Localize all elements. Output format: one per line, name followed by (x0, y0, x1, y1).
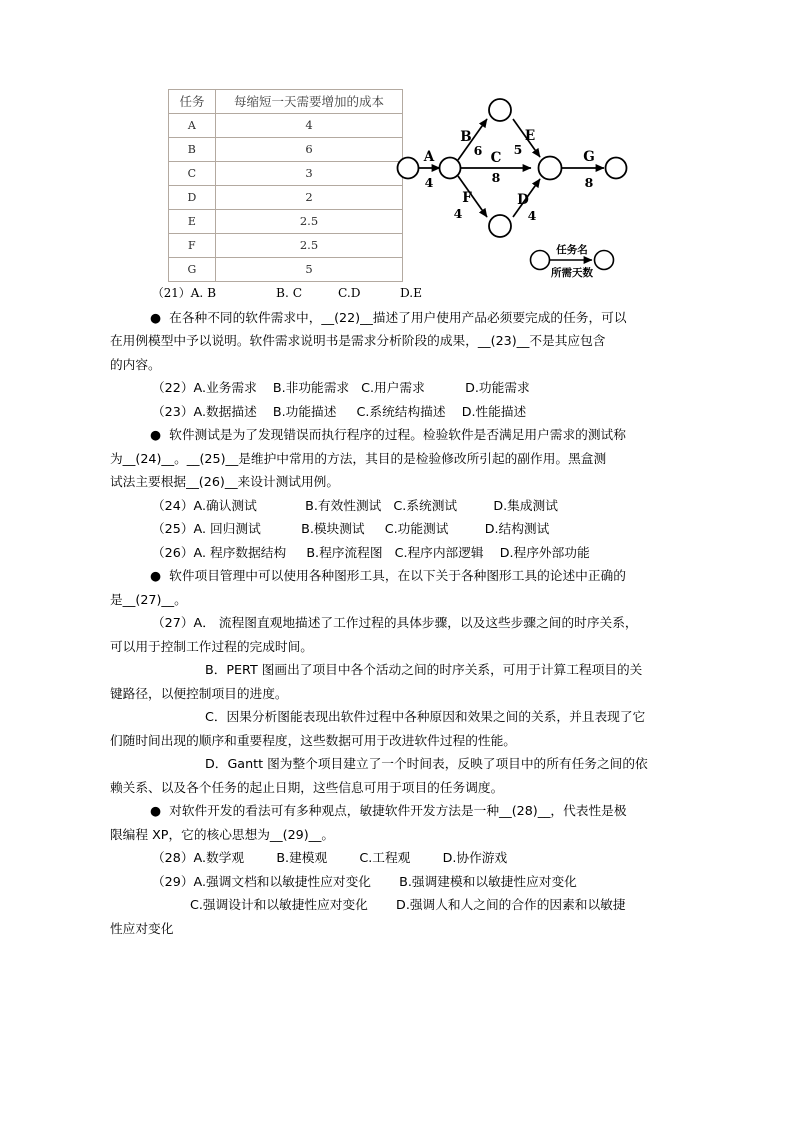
q28-options-line: （28）A.数学观 B.建模观 C.工程观 D.协作游戏 (152, 850, 508, 865)
table-row (169, 234, 403, 258)
q27-option-c-line1: C．因果分析图能表现出软件过程中各种原因和效果之间的关系，并且表现了它 (205, 709, 646, 724)
q22-stem-line1: ● 在各种不同的软件需求中，__(22)__描述了用户使用产品必须要完成的任务，可以 (150, 309, 627, 325)
edge-label-f: D (517, 192, 529, 208)
legend-top-label: 任务名 (556, 244, 588, 256)
q29-options-line1: （29）A.强调文档和以敏捷性应对变化 B.强调建模和以敏捷性应对变化 (152, 873, 577, 889)
cell-task: E (169, 210, 216, 234)
cell-cost: 4 (216, 114, 403, 138)
cell-cost: 2.5 (216, 234, 403, 258)
q25-options-line: （25）A. 回归测试 B.模块测试 C.功能测试 D.结构测试 (152, 521, 550, 536)
cell-cost: 3 (216, 162, 403, 186)
q28-stem-line1: ● 对软件开发的看法可有多种观点，敏捷软件开发方法是一种__(28)__，代表性是极 (150, 803, 627, 818)
figure-area (0, 84, 794, 284)
node-2 (489, 99, 511, 121)
q28-stem-line2: 限编程 XP，它的核心思想为__(29)__。 (110, 826, 335, 842)
cell-task: C (169, 162, 216, 186)
q22-options-line: （22）A.业务需求 B.非功能需求 C.用户需求 D.功能需求 (152, 380, 530, 395)
table-row (169, 138, 403, 162)
q24-stem-line1: ● 软件测试是为了发现错误而执行程序的过程。检验软件是否满足用户需求的测试称 (150, 427, 626, 442)
node-3 (489, 215, 511, 237)
edge-label-d: F (462, 190, 472, 206)
table-row (169, 114, 403, 138)
q27-option-c-line2: 们随时间出现的顺序和重要程度，这些数据可用于改进软件过程的性能。 (110, 732, 516, 748)
q27-stem-line1: ● 软件项目管理中可以使用各种图形工具，在以下关于各种图形工具的论述中正确的 (150, 568, 626, 583)
q27-option-d-line1: D．Gantt 图为整个项目建立了一个时间表，反映了项目中的所有任务之间的依 (205, 756, 648, 771)
edge-days-b: 6 (473, 143, 483, 158)
q27-option-a-line1: （27）A． 流程图直观地描述了工作过程的具体步骤，以及这些步骤之间的时序关系， (152, 615, 638, 630)
edge-days-e: 5 (513, 142, 523, 157)
q24-stem-line2: 为__(24)__。__(25)__是维护中常用的方法，其目的是检验修改所引起的副作用。黑盒测 (110, 450, 607, 466)
q27-option-b-line2: 键路径，以便控制项目的进度。 (110, 685, 288, 701)
header-task: 任务 (169, 90, 216, 114)
cell-task: D (169, 186, 216, 210)
legend-node-left (531, 251, 550, 270)
q27-option-b-line1: B．PERT 图画出了项目中各个活动之间的时序关系，可用于计算工程项目的关 (205, 662, 643, 677)
edge-label-c: C (490, 150, 502, 166)
q26-options-line: （26）A. 程序数据结构 B.程序流程图 C.程序内部逻辑 D.程序外部功能 (152, 544, 590, 560)
edge-days-f: 4 (527, 208, 537, 223)
crash-cost-table (168, 89, 403, 282)
table-row (169, 186, 403, 210)
cell-cost: 2.5 (216, 210, 403, 234)
table-header-row (169, 90, 403, 114)
question-content (0, 282, 794, 940)
node-1 (440, 158, 461, 179)
q23-options-line: （23）A.数据描述 B.功能描述 C.系统结构描述 D.性能描述 (152, 403, 527, 419)
cell-task: A (169, 114, 216, 138)
cell-cost: 2 (216, 186, 403, 210)
q29-options-line2: C.强调设计和以敏捷性应对变化 D.强调人和人之间的合作的因素和以敏捷 (190, 897, 626, 912)
q24-options-line: （24）A.确认测试 B.有效性测试 C.系统测试 D.集成测试 (152, 497, 558, 513)
cell-task: F (169, 234, 216, 258)
q21-options-line (0, 282, 794, 306)
table-header (169, 90, 403, 114)
node-end (606, 158, 627, 179)
table-row (169, 162, 403, 186)
q21-number: （21） (152, 286, 191, 300)
edge-days-c: 8 (491, 170, 501, 185)
edge-days-a: 4 (424, 175, 434, 190)
q21-options: A. B B. C C.D D.E (190, 286, 423, 300)
node-4 (539, 157, 562, 180)
edge-days-d: 4 (453, 206, 463, 221)
legend-node-right (595, 251, 614, 270)
table-row (169, 210, 403, 234)
cell-task: B (169, 138, 216, 162)
edge-label-g: G (583, 149, 595, 165)
edge-label-b: B (460, 129, 472, 145)
table-row (169, 258, 403, 282)
q22-stem-line2: 在用例模型中予以说明。软件需求说明书是需求分析阶段的成果，__(23)__不是其应包含 (110, 333, 606, 348)
table-body (169, 114, 403, 282)
edge-days-g: 8 (584, 175, 594, 190)
q27-option-d-line2: 赖关系、以及各个任务的起止日期，这些信息可用于项目的任务调度。 (110, 779, 504, 795)
edge-label-e: E (524, 128, 536, 144)
edge-label-a: A (423, 149, 435, 165)
q27-stem-line2: 是__(27)__。 (110, 591, 187, 607)
diagram-legend (531, 243, 614, 279)
cell-cost: 5 (216, 258, 403, 282)
header-cost: 每缩短一天需要增加的成本 (216, 90, 403, 114)
cell-task: G (169, 258, 216, 282)
pert-network-diagram (396, 84, 646, 280)
cell-cost: 6 (216, 138, 403, 162)
q22-stem-line3: 的内容。 (110, 356, 161, 372)
q27-option-a-line2: 可以用于控制工作过程的完成时间。 (110, 638, 313, 654)
legend-bottom-label: 所需天数 (551, 267, 593, 279)
node-start (398, 158, 419, 179)
q24-stem-line3: 试法主要根据__(26)__来设计测试用例。 (110, 474, 340, 489)
q29-options-line3: 性应对变化 (110, 920, 174, 936)
